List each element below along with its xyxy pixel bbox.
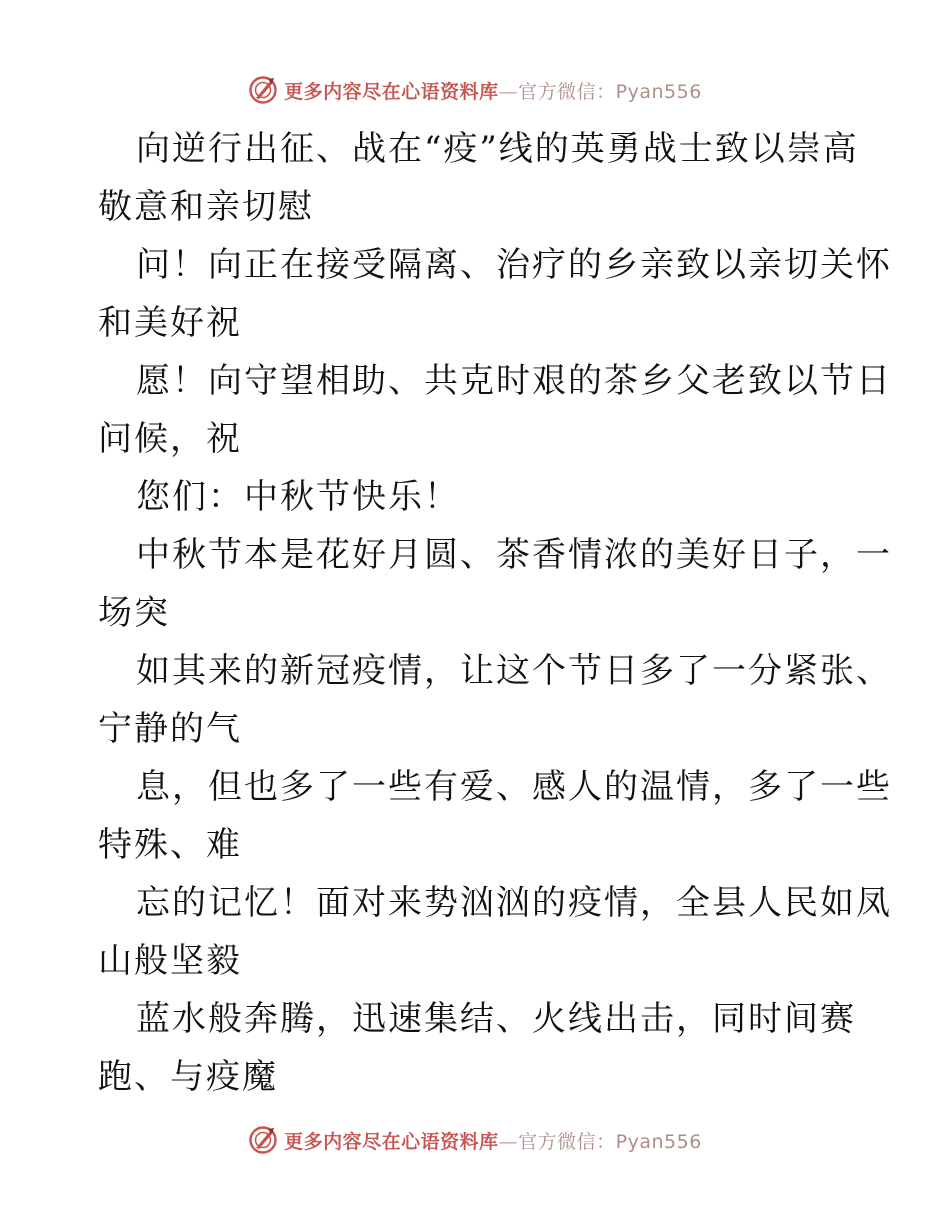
- paragraph-continuation: 特殊、难: [98, 825, 242, 865]
- paragraph-line: 愿！向守望相助、共克时艰的茶乡父老致以节日: [136, 361, 892, 401]
- paragraph-continuation: 场突: [98, 593, 170, 633]
- paragraph: [98, 874, 892, 990]
- paragraph-line: 蓝水般奔腾，迅速集结、火线出击，同时间赛: [136, 999, 856, 1039]
- paragraph: [98, 990, 858, 1106]
- watermark-text: [284, 77, 702, 104]
- paragraph-line: 问！向正在接受隔离、治疗的乡亲致以亲切关怀: [136, 245, 892, 285]
- paragraph-line: 如其来的新冠疫情，让这个节日多了一分紧张、: [136, 651, 892, 691]
- watermark-contact: 官方微信：Pyan556: [518, 80, 702, 103]
- watermark-contact: 官方微信：Pyan556: [518, 1130, 702, 1153]
- paragraph: [98, 120, 858, 236]
- watermark-brand: 更多内容尽在心语资料库: [284, 1130, 499, 1153]
- watermark-separator: —: [498, 1130, 519, 1153]
- paragraph-continuation: 山般坚毅: [98, 941, 242, 981]
- paragraph-line: 中秋节本是花好月圆、茶香情浓的美好日子，一: [136, 535, 892, 575]
- paragraph: [98, 468, 858, 526]
- paragraph: [98, 642, 892, 758]
- quill-logo-icon: [248, 1125, 278, 1155]
- paragraph-line: 您们：中秋节快乐！: [136, 477, 460, 517]
- footer-watermark: [0, 1120, 950, 1160]
- header-watermark: [0, 70, 950, 110]
- paragraph: [98, 352, 892, 468]
- paragraph-line: 忘的记忆！面对来势汹汹的疫情，全县人民如凤: [136, 883, 892, 923]
- quill-logo-icon: [248, 75, 278, 105]
- paragraph: [98, 236, 892, 352]
- paragraph: [98, 526, 892, 642]
- paragraph-continuation: 宁静的气: [98, 709, 242, 749]
- paragraph-line: 息，但也多了一些有爱、感人的温情，多了一些: [136, 767, 892, 807]
- watermark-separator: —: [498, 80, 519, 103]
- document-body: [98, 120, 892, 1106]
- paragraph-continuation: 问候，祝: [98, 419, 242, 459]
- watermark-text: [284, 1127, 702, 1154]
- paragraph-continuation: 跑、与疫魔: [98, 1057, 278, 1097]
- paragraph-continuation: 和美好祝: [98, 303, 242, 343]
- paragraph-line: 向逆行出征、战在“疫”线的英勇战士致以崇高: [136, 129, 859, 169]
- watermark-brand: 更多内容尽在心语资料库: [284, 80, 499, 103]
- paragraph-continuation: 敬意和亲切慰: [98, 187, 314, 227]
- paragraph: [98, 758, 892, 874]
